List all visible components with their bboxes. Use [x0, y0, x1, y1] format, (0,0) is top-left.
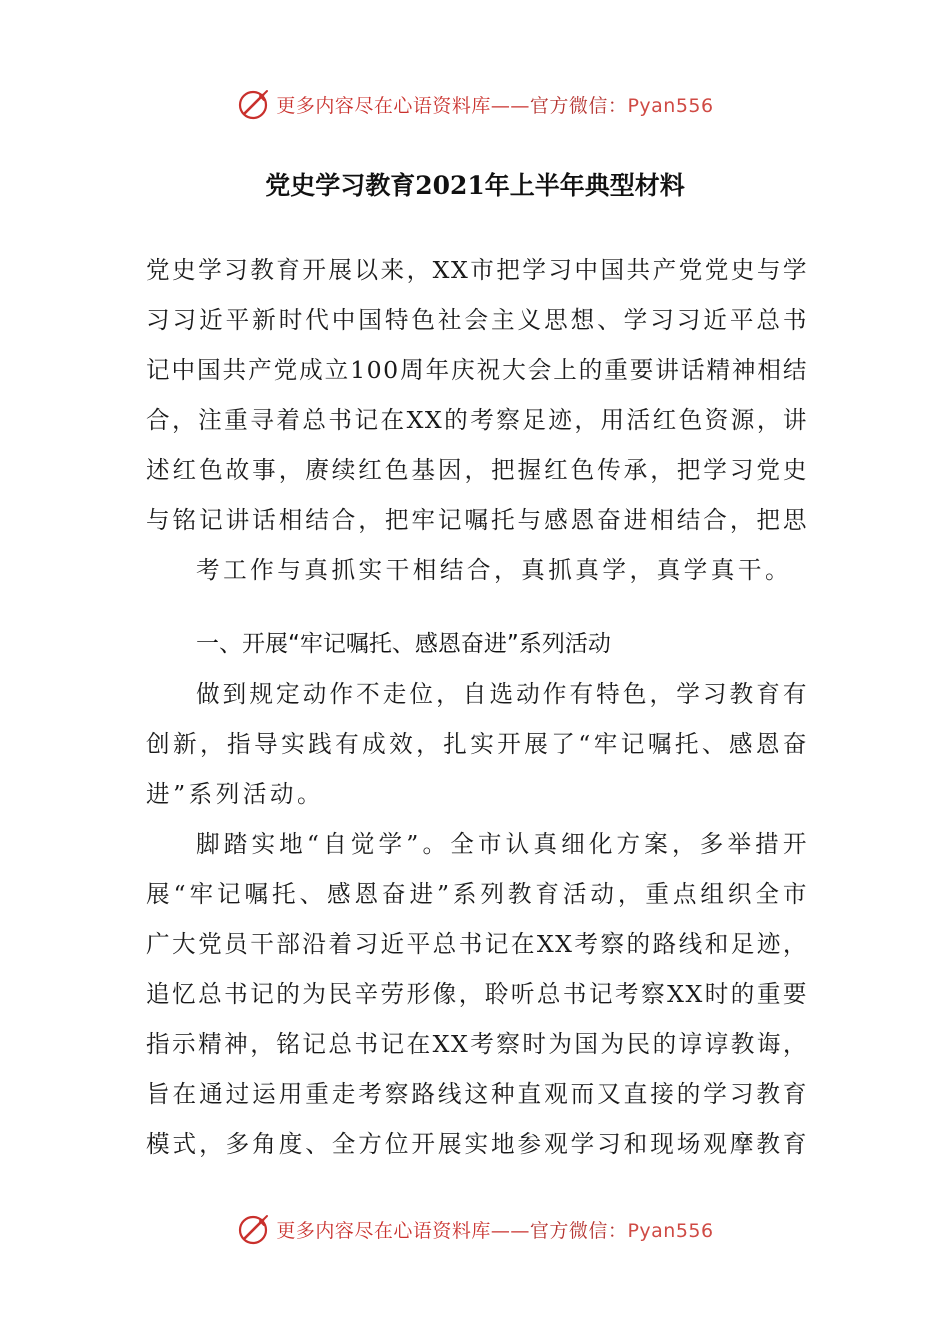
text-line: 脚踏实地“自觉学”。全市认真细化方案，多举措开	[196, 830, 808, 858]
text-line: 习习近平新时代中国特色社会主义思想、学习习近平总书	[146, 306, 808, 334]
header-watermark-text: 更多内容尽在心语资料库——官方微信：Pyan556	[276, 94, 714, 117]
text-line: 做到规定动作不走位，自选动作有特色，学习教育有	[196, 680, 808, 708]
pen-logo-icon	[236, 86, 272, 122]
section-heading: 一、开展“牢记嘱托、感恩奋进”系列活动	[196, 631, 611, 657]
text-line: 广大党员干部沿着习近平总书记在XX考察的路线和足迹，	[146, 930, 808, 958]
pen-logo-icon	[236, 1211, 272, 1247]
text-line: 追忆总书记的为民辛劳形像，聆听总书记考察XX时的重要	[146, 980, 808, 1008]
text-line: 考工作与真抓实干相结合，真抓真学，真学真干。	[196, 556, 793, 584]
document-title: 党史学习教育2021年上半年典型材料	[265, 171, 685, 200]
text-line: 与铭记讲话相结合，把牢记嘱托与感恩奋进相结合，把思	[146, 506, 808, 534]
header-watermark	[0, 84, 950, 124]
text-line: 合，注重寻着总书记在XX的考察足迹，用活红色资源，讲	[146, 406, 808, 434]
text-line: 创新，指导实践有成效，扎实开展了“牢记嘱托、感恩奋	[146, 730, 808, 758]
text-line: 记中国共产党成立100周年庆祝大会上的重要讲话精神相结	[146, 356, 808, 384]
footer-watermark-text: 更多内容尽在心语资料库——官方微信：Pyan556	[276, 1219, 714, 1242]
text-line: 展“牢记嘱托、感恩奋进”系列教育活动，重点组织全市	[146, 880, 808, 908]
text-line: 指示精神，铭记总书记在XX考察时为国为民的谆谆教诲，	[146, 1030, 808, 1058]
text-line: 模式，多角度、全方位开展实地参观学习和现场观摩教育	[146, 1130, 808, 1158]
text-line: 旨在通过运用重走考察路线这种直观而又直接的学习教育	[146, 1080, 808, 1108]
text-line: 党史学习教育开展以来，XX市把学习中国共产党党史与学	[146, 256, 808, 284]
footer-watermark	[0, 1209, 950, 1249]
text-line: 进”系列活动。	[146, 780, 325, 808]
text-line: 述红色故事，赓续红色基因，把握红色传承，把学习党史	[146, 456, 808, 484]
